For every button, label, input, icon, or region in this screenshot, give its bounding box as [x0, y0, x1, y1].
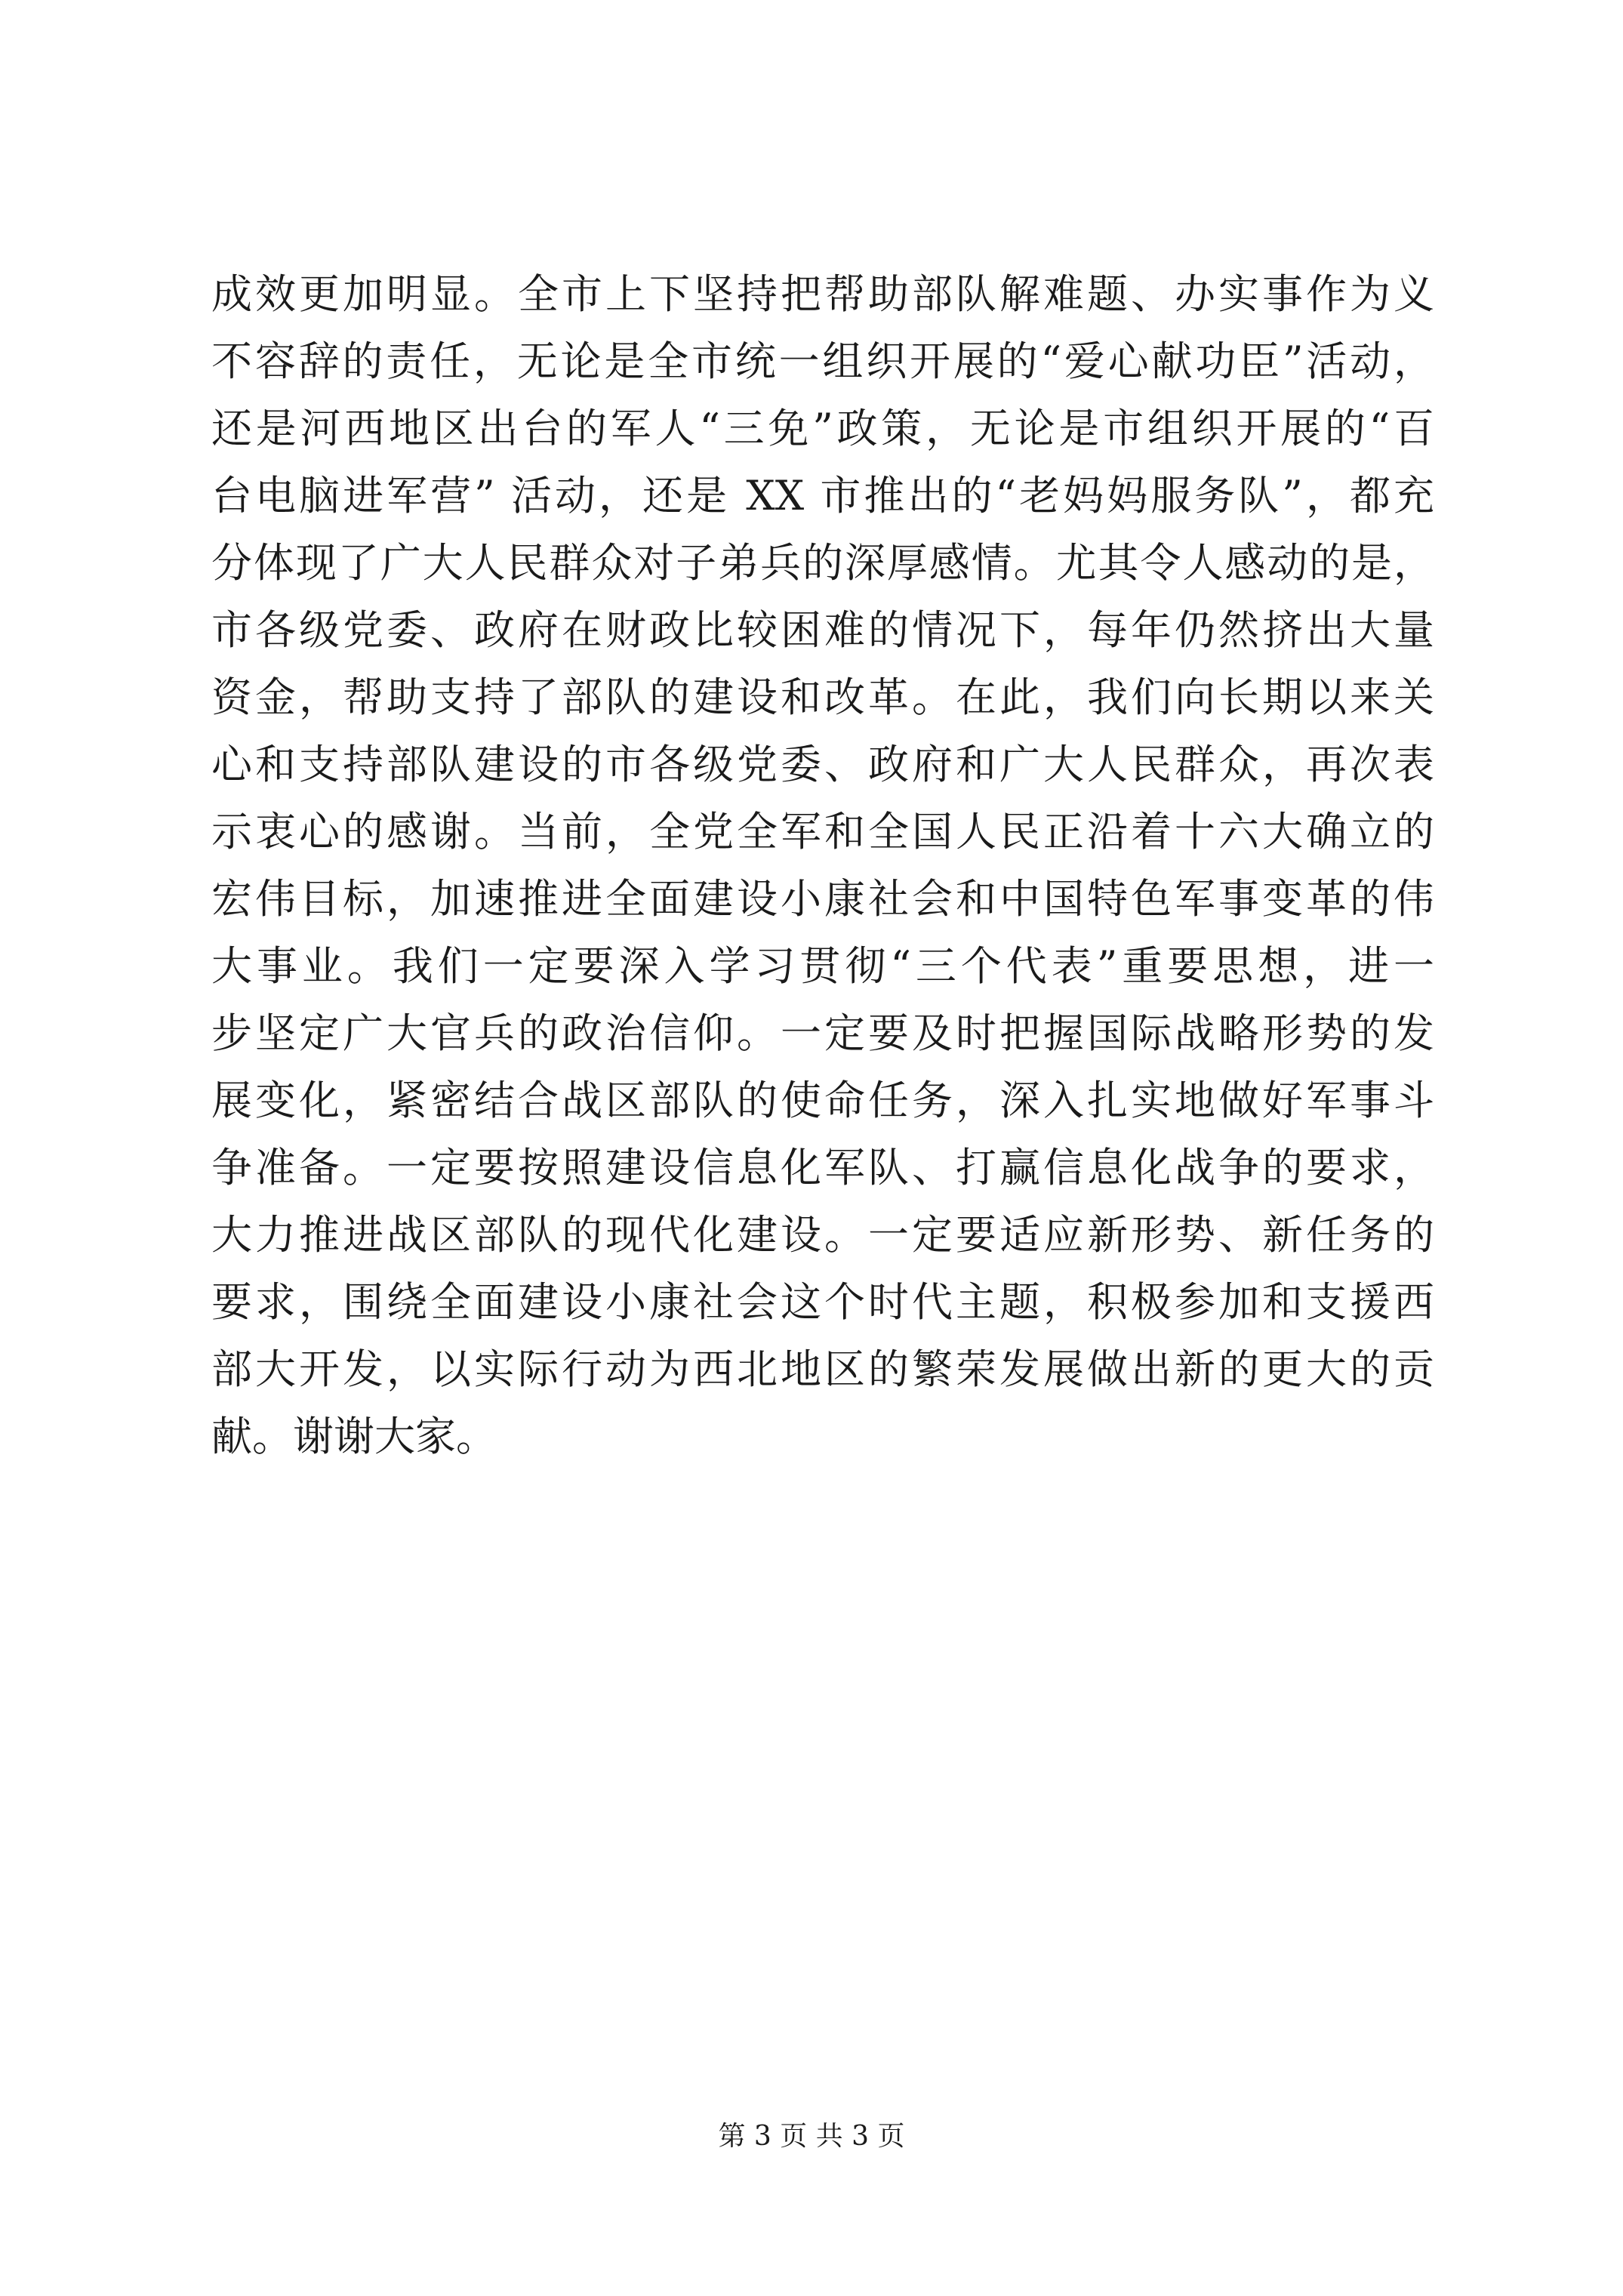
text-line: 步坚定广大官兵的政治信仰。一定要及时把握国际战略形势的发	[211, 1009, 1434, 1057]
text-line-last: 献。谢谢大家。	[211, 1413, 497, 1460]
text-line: 大力推进战区部队的现代化建设。一定要适应新形势、新任务的	[211, 1211, 1434, 1259]
text-line: 心和支持部队建设的市各级党委、政府和广大人民群众，再次表	[211, 741, 1434, 788]
text-line: 还是河西地区出台的军人“三免”政策，无论是市组织开展的“百	[211, 405, 1434, 452]
text-line: 资金，帮助支持了部队的建设和改革。在此，我们向长期以来关	[211, 673, 1434, 721]
text-line: 分体现了广大人民群众对子弟兵的深厚感情。尤其令人感动的是，	[211, 539, 1434, 587]
text-line: 成效更加明显。全市上下坚持把帮助部队解难题、办实事作为义	[211, 270, 1434, 318]
text-line: 部大开发，以实际行动为西北地区的繁荣发展做出新的更大的贡	[211, 1345, 1434, 1393]
text-line: 台电脑进军营” 活动，还是 XX 市推出的“老妈妈服务队”，都充	[211, 472, 1434, 519]
text-line: 争准备。一定要按照建设信息化军队、打赢信息化战争的要求，	[211, 1144, 1434, 1191]
text-line: 大事业。我们一定要深入学习贯彻“三个代表”重要思想，进一	[211, 942, 1434, 990]
text-line: 不容辞的责任，无论是全市统一组织开展的“爱心献功臣”活动，	[211, 337, 1434, 385]
text-line: 市各级党委、政府在财政比较困难的情况下，每年仍然挤出大量	[211, 606, 1434, 654]
text-line: 宏伟目标，加速推进全面建设小康社会和中国特色军事变革的伟	[211, 875, 1434, 923]
text-line: 展变化，紧密结合战区部队的使命任务，深入扎实地做好军事斗	[211, 1077, 1434, 1124]
text-line: 示衷心的感谢。当前，全党全军和全国人民正沿着十六大确立的	[211, 808, 1434, 855]
page-number-footer: 第 3 页 共 3 页	[718, 2121, 905, 2152]
text-line: 要求，围绕全面建设小康社会这个时代主题，积极参加和支援西	[211, 1278, 1434, 1326]
body-paragraph	[211, 260, 1434, 1470]
